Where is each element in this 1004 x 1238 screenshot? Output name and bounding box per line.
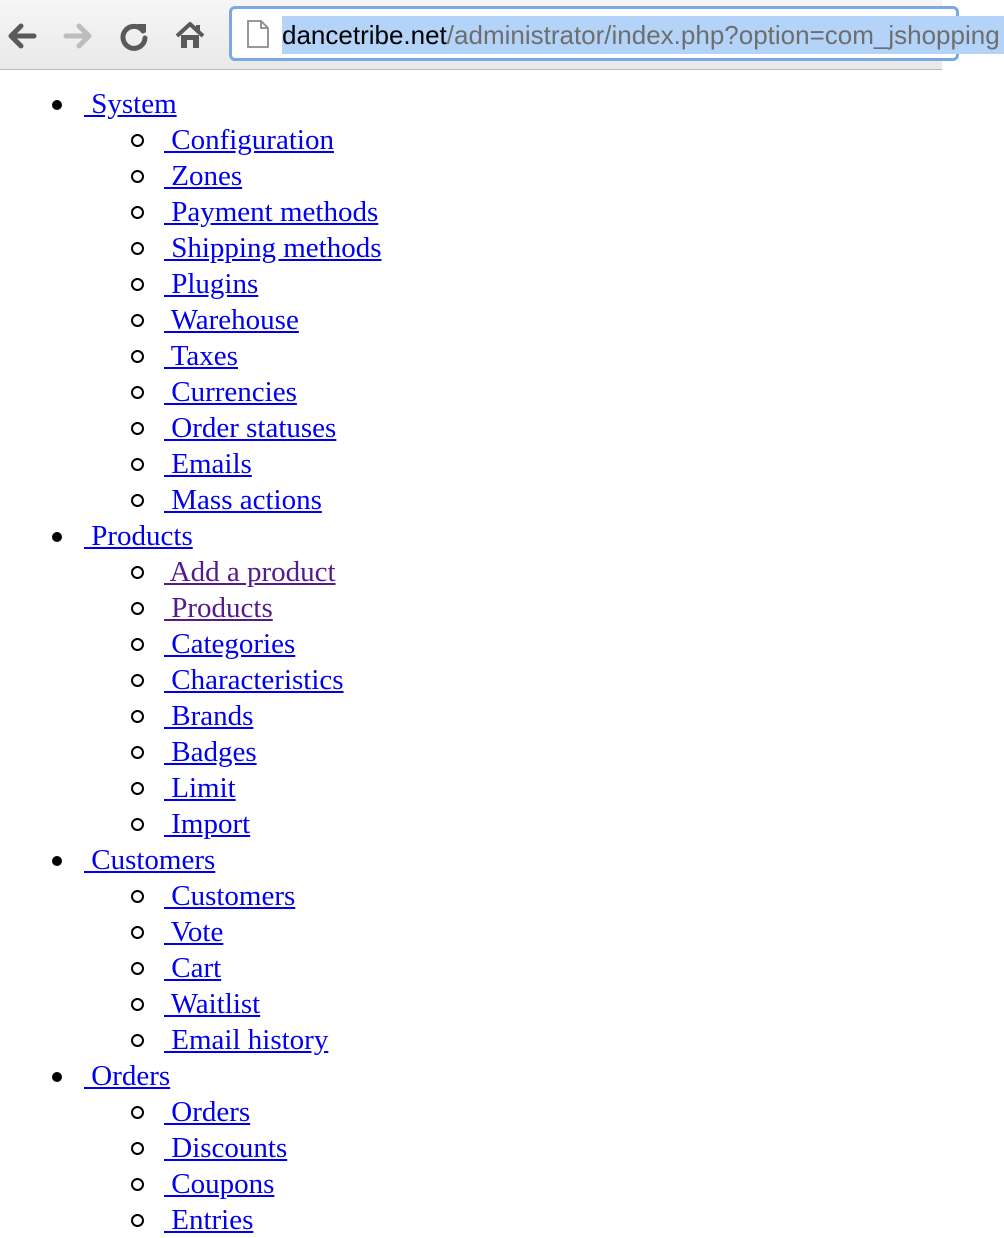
menu-item-link[interactable]: Customers [164, 880, 296, 912]
menu-item [0, 266, 942, 302]
menu-item [0, 698, 942, 734]
menu-item-link[interactable]: Cart [164, 952, 222, 984]
admin-menu [0, 86, 942, 1238]
menu-group [0, 1058, 942, 1094]
menu-item [0, 158, 942, 194]
menu-item-link[interactable]: Entries [164, 1204, 254, 1236]
address-bar[interactable] [229, 6, 1000, 61]
page-icon [246, 20, 270, 53]
browser-toolbar [0, 0, 1000, 70]
menu-item [0, 230, 942, 266]
home-icon [168, 14, 212, 58]
menu-item [0, 1130, 942, 1166]
menu-item-link[interactable]: Orders [164, 1096, 251, 1128]
menu-item [0, 662, 942, 698]
menu-item [0, 1022, 942, 1058]
menu-item [0, 194, 942, 230]
menu-item [0, 986, 942, 1022]
menu-item-link[interactable]: Add a product [164, 556, 336, 588]
reload-button[interactable] [112, 14, 156, 58]
menu-item-link[interactable]: Badges [164, 736, 257, 768]
menu-item-link[interactable]: Import [164, 808, 251, 840]
menu-item [0, 122, 942, 158]
menu-item-link[interactable]: Categories [164, 628, 296, 660]
menu-item [0, 914, 942, 950]
menu-group-link[interactable]: Customers [84, 844, 216, 876]
menu-item-link[interactable]: Vote [164, 916, 224, 948]
url-text[interactable] [282, 16, 1004, 54]
menu-item-link[interactable]: Order statuses [164, 412, 337, 444]
menu-item [0, 806, 942, 842]
menu-item [0, 1094, 942, 1130]
menu-item [0, 590, 942, 626]
menu-item [0, 734, 942, 770]
menu-item-link[interactable]: Zones [164, 160, 243, 192]
arrow-right-icon [56, 14, 100, 58]
menu-item-link[interactable]: Brands [164, 700, 254, 732]
menu-item [0, 950, 942, 986]
menu-item [0, 554, 942, 590]
url-path: /administrator/index.php?option=com_jshopping [446, 20, 1000, 50]
menu-item [0, 626, 942, 662]
menu-group [0, 842, 942, 878]
menu-item [0, 1166, 942, 1202]
menu-item-link[interactable]: Products [164, 592, 273, 624]
menu-item-link[interactable]: Waitlist [164, 988, 261, 1020]
menu-item [0, 878, 942, 914]
menu-item-link[interactable]: Payment methods [164, 196, 379, 228]
menu-item-link[interactable]: Shipping methods [164, 232, 382, 264]
menu-item [0, 1202, 942, 1238]
menu-item [0, 374, 942, 410]
menu-item [0, 338, 942, 374]
menu-item-link[interactable]: Configuration [164, 124, 334, 156]
url-host: dancetribe.net [282, 20, 447, 50]
menu-item [0, 410, 942, 446]
menu-group-link[interactable]: System [84, 88, 177, 120]
menu-group [0, 518, 942, 554]
menu-item-link[interactable]: Discounts [164, 1132, 288, 1164]
menu-item-link[interactable]: Mass actions [164, 484, 322, 516]
menu-item-link[interactable]: Currencies [164, 376, 297, 408]
forward-button[interactable] [56, 14, 100, 58]
home-button[interactable] [168, 14, 212, 58]
back-button[interactable] [0, 14, 44, 58]
arrow-left-icon [0, 14, 44, 58]
menu-item-link[interactable]: Emails [164, 448, 252, 480]
reload-icon [112, 14, 156, 58]
menu-item-link[interactable]: Coupons [164, 1168, 275, 1200]
menu-item [0, 770, 942, 806]
menu-item [0, 302, 942, 338]
menu-item-link[interactable]: Taxes [164, 340, 238, 372]
menu-item [0, 482, 942, 518]
menu-item-link[interactable]: Warehouse [164, 304, 299, 336]
menu-item-link[interactable]: Characteristics [164, 664, 344, 696]
menu-group [0, 86, 942, 122]
menu-item [0, 446, 942, 482]
menu-item-link[interactable]: Limit [164, 772, 236, 804]
menu-item-link[interactable]: Email history [164, 1024, 329, 1056]
menu-item-link[interactable]: Plugins [164, 268, 259, 300]
menu-group-link[interactable]: Products [84, 520, 193, 552]
menu-group-link[interactable]: Orders [84, 1060, 171, 1092]
